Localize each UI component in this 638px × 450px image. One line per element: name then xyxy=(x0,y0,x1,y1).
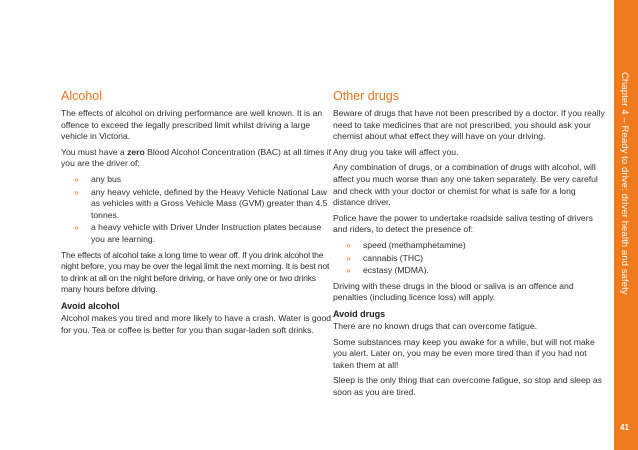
chapter-sidebar xyxy=(614,0,638,450)
list-item: » a heavy vehicle with Driver Under Instruction plates because you are learning. xyxy=(74,222,322,244)
list-item: » speed (methamphetamine) xyxy=(346,239,466,250)
drugs-paragraph-4: Police have the power to undertake roadside saliva testing of drivers and riders, to detect the presence of: xyxy=(333,212,593,235)
alcohol-paragraph-4: Alcohol makes you tired and more likely to have a crash. Water is good for you. Tea or coffee is better for you than sugar-laden soft drinks. xyxy=(61,312,332,335)
alcohol-paragraph-2: You must have a zero Blood Alcohol Concentration (BAC) at all times if you are the driver of: xyxy=(61,146,332,169)
bullet-icon: » xyxy=(74,173,79,184)
alcohol-heading: Alcohol xyxy=(61,89,102,103)
alcohol-paragraph-1: The effects of alcohol on driving performance are well known. It is an offence to exceed the legally prescribed limit whilst driving a large vehicle in Victoria. xyxy=(61,108,323,142)
drugs-paragraph-6: There are no known drugs that can overcome fatigue. xyxy=(333,320,537,331)
drugs-paragraph-5: Driving with these drugs in the blood or saliva is an offence and penalties (including licence loss) will apply. xyxy=(333,280,574,303)
list-item: » any bus xyxy=(74,173,122,184)
list-item: » cannabis (THC) xyxy=(346,252,424,263)
zero-emphasis: zero xyxy=(127,146,145,157)
avoid-drugs-subheading: Avoid drugs xyxy=(333,308,386,319)
alcohol-paragraph-3: The effects of alcohol take a long time to wear off. If you drink alcohol the night before, you may be over the legal limit the next morning. It is best not to drink at all on the night before driving, or have only one or two drinks many hours before driving. xyxy=(61,249,330,295)
list-item: » ecstasy (MDMA). xyxy=(346,265,429,276)
drugs-paragraph-7: Some substances may keep you awake for a while, but will not make you alert. Later on, you may be even more tired than if you had not taken them at all! xyxy=(333,336,595,370)
drugs-paragraph-1: Beware of drugs that have not been prescribed by a doctor. If you really need to take medicines that are not prescribed, you should ask your chemist about what effect they will have on your driving. xyxy=(333,108,605,142)
bullet-icon: » xyxy=(346,252,351,263)
drugs-paragraph-2: Any drug you take will affect you. xyxy=(333,146,459,157)
drugs-test-list xyxy=(333,240,605,277)
avoid-alcohol-subheading: Avoid alcohol xyxy=(61,300,120,311)
drugs-paragraph-3: Any combination of drugs, or a combination of drugs with alcohol, will affect you much worse than any one taken separately. Be very careful and check with your doctor or chemist for what is safe for a long distance driver. xyxy=(333,162,598,208)
page-number: 41 xyxy=(620,423,629,432)
bullet-icon: » xyxy=(74,186,79,197)
alcohol-vehicle-list xyxy=(61,174,333,246)
bullet-icon: » xyxy=(346,265,351,276)
right-column xyxy=(333,89,605,402)
other-drugs-heading: Other drugs xyxy=(333,89,400,103)
drugs-paragraph-8: Sleep is the only thing that can overcome fatigue, so stop and sleep as soon as you are tired. xyxy=(333,375,602,397)
bullet-icon: » xyxy=(74,222,79,233)
bullet-icon: » xyxy=(346,239,351,250)
list-item: » any heavy vehicle, defined by the Heavy Vehicle National Law as vehicles with a Gross Vehicle Mass (GVM) greater than 4.5 tonnes. xyxy=(74,186,328,220)
chapter-title: Chapter 4 – Ready to drive: driver health and safety xyxy=(619,72,630,295)
left-column xyxy=(61,89,333,340)
